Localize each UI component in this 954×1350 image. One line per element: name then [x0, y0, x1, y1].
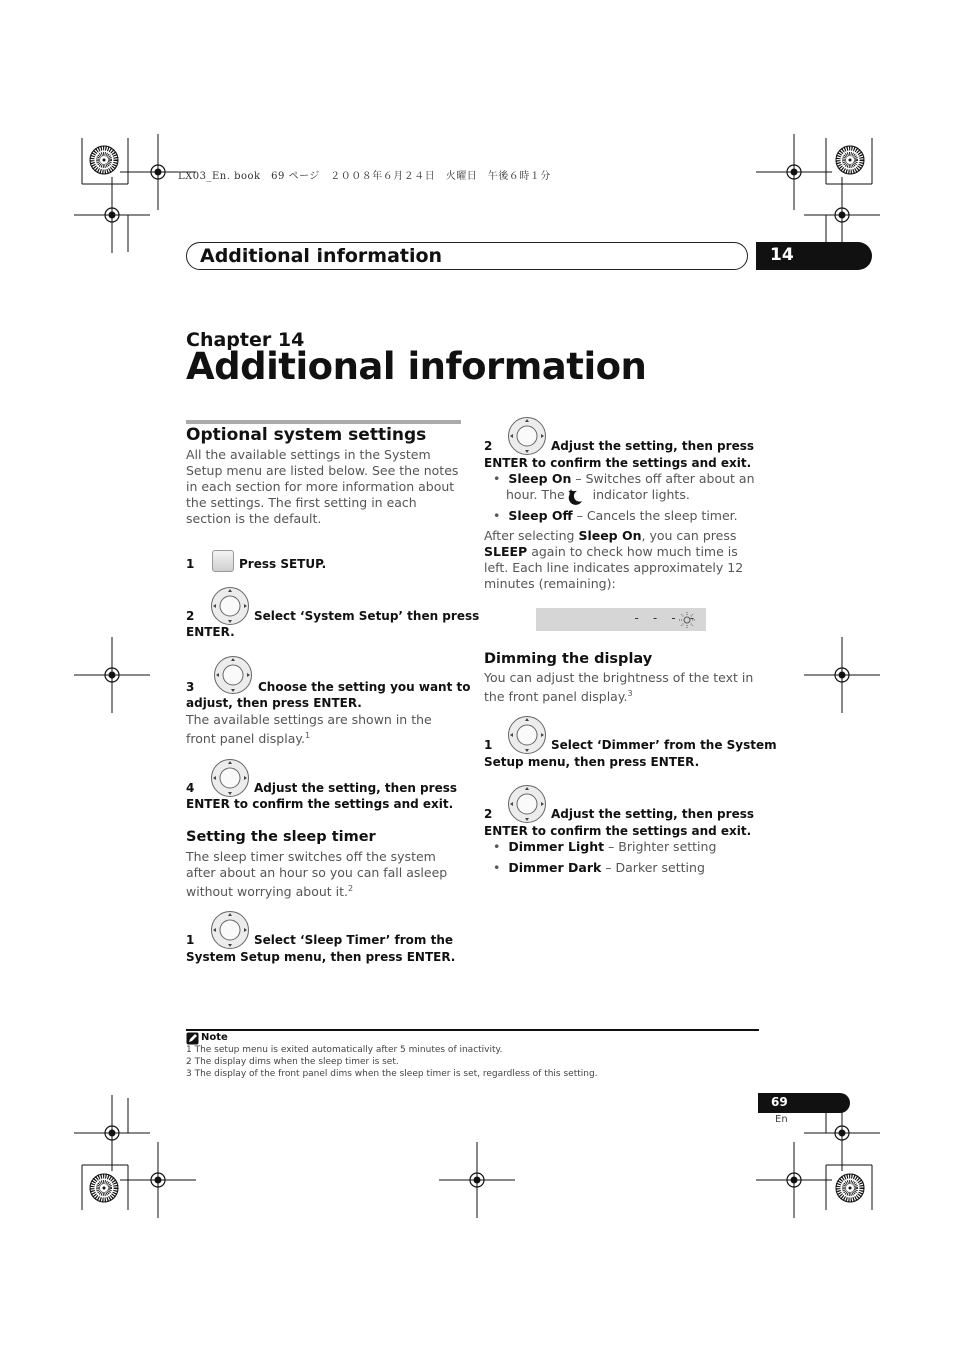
section-rule — [186, 420, 461, 424]
sleep-indicator-icon — [566, 487, 584, 505]
step-number: 2 — [186, 609, 195, 623]
starburst-mark-top-right — [836, 146, 864, 174]
step-number: 3 — [186, 680, 195, 694]
subsection-description: The sleep timer switches off the system after about an hour so you can fall asleep without worrying about it.$^2$ — [186, 849, 448, 900]
step-description: The available settings are shown in the front panel display.$^1$ — [186, 712, 432, 747]
step-text-cont: Setup menu, then press ENTER. — [484, 755, 700, 769]
step-text: Press SETUP. — [239, 557, 327, 571]
sleep-check-description: After selecting Sleep On, you can press SLEEP again to check how much time is left. Each line indicates approximately 12 minutes (remaining): — [484, 528, 744, 591]
step-number: 1 — [186, 557, 195, 571]
subsection-title: Setting the sleep timer — [186, 829, 376, 845]
chapter-title: Additional information — [186, 345, 647, 388]
chapter-label: Chapter 14 — [186, 329, 305, 351]
notes-label: Note — [201, 1032, 228, 1043]
bullet-item-cont: hour. The indicator lights. — [506, 487, 690, 502]
joystick-icon — [507, 715, 547, 755]
step-text-cont: ENTER to confirm the settings and exit. — [484, 824, 752, 838]
section-intro: All the available settings in the System Setup menu are listed below. See the notes in each section for more information about the settings. The first setting in each section is the default. — [186, 447, 459, 526]
step-text-cont: ENTER to confirm the settings and exit. — [186, 797, 454, 811]
step-number: 2 — [484, 807, 493, 821]
step-text: Adjust the setting, then press — [551, 439, 754, 453]
joystick-icon — [210, 586, 250, 626]
bullet-item: • Dimmer Dark – Darker setting — [493, 860, 705, 875]
bullet-item: • Sleep Off – Cancels the sleep timer. — [493, 508, 738, 523]
step-number: 1 — [186, 933, 195, 947]
joystick-icon — [210, 758, 250, 798]
setup-button-icon — [212, 550, 234, 572]
subsection-title: Dimming the display — [484, 651, 653, 667]
note-icon — [186, 1032, 199, 1045]
step-text: Choose the setting you want to — [258, 680, 471, 694]
step-text: Adjust the setting, then press — [551, 807, 754, 821]
subsection-description: You can adjust the brightness of the text in the front panel display.$^3$ — [484, 670, 754, 705]
starburst-mark-bottom-left — [90, 1174, 118, 1202]
joystick-icon — [213, 655, 253, 695]
footnote: 3 The display of the front panel dims when the sleep timer is set, regardless of this setting. — [186, 1069, 598, 1079]
joystick-icon — [210, 910, 250, 950]
joystick-icon — [507, 784, 547, 824]
joystick-icon — [507, 416, 547, 456]
step-text-cont: ENTER to confirm the settings and exit. — [484, 456, 752, 470]
bullet-item: • Dimmer Light – Brighter setting — [493, 839, 717, 854]
page-language: En — [775, 1114, 788, 1125]
step-text: Select ‘Sleep Timer’ from the — [254, 933, 454, 947]
sleep-indicator-icon — [678, 611, 696, 629]
section-title: Optional system settings — [186, 425, 427, 445]
footnote: 2 The display dims when the sleep timer is set. — [186, 1057, 399, 1067]
footnote: 1 The setup menu is exited automatically after 5 minutes of inactivity. — [186, 1045, 503, 1055]
step-number: 1 — [484, 738, 493, 752]
step-number: 4 — [186, 781, 195, 795]
step-text-cont: System Setup menu, then press ENTER. — [186, 950, 456, 964]
step-text-cont: adjust, then press ENTER. — [186, 696, 362, 710]
chapter-number: 14 — [770, 245, 794, 265]
step-text: Adjust the setting, then press — [254, 781, 457, 795]
bullet-item: • Sleep On – Switches off after about an — [493, 471, 755, 486]
step-text-cont: ENTER. — [186, 625, 235, 639]
step-text: Select ‘System Setup’ then press — [254, 609, 480, 623]
step-text: Select ‘Dimmer’ from the System — [551, 738, 777, 752]
step-number: 2 — [484, 439, 493, 453]
print-file-info: LX03_En. book 69 ページ ２００８年６月２４日 火曜日 午後６時１分 — [178, 171, 551, 182]
header-title: Additional information — [200, 245, 443, 267]
notes-rule — [186, 1029, 759, 1031]
starburst-mark-top-left — [90, 146, 118, 174]
starburst-mark-bottom-right — [836, 1174, 864, 1202]
page-number: 69 — [771, 1095, 788, 1109]
display-readout: - - - - — [633, 611, 698, 625]
